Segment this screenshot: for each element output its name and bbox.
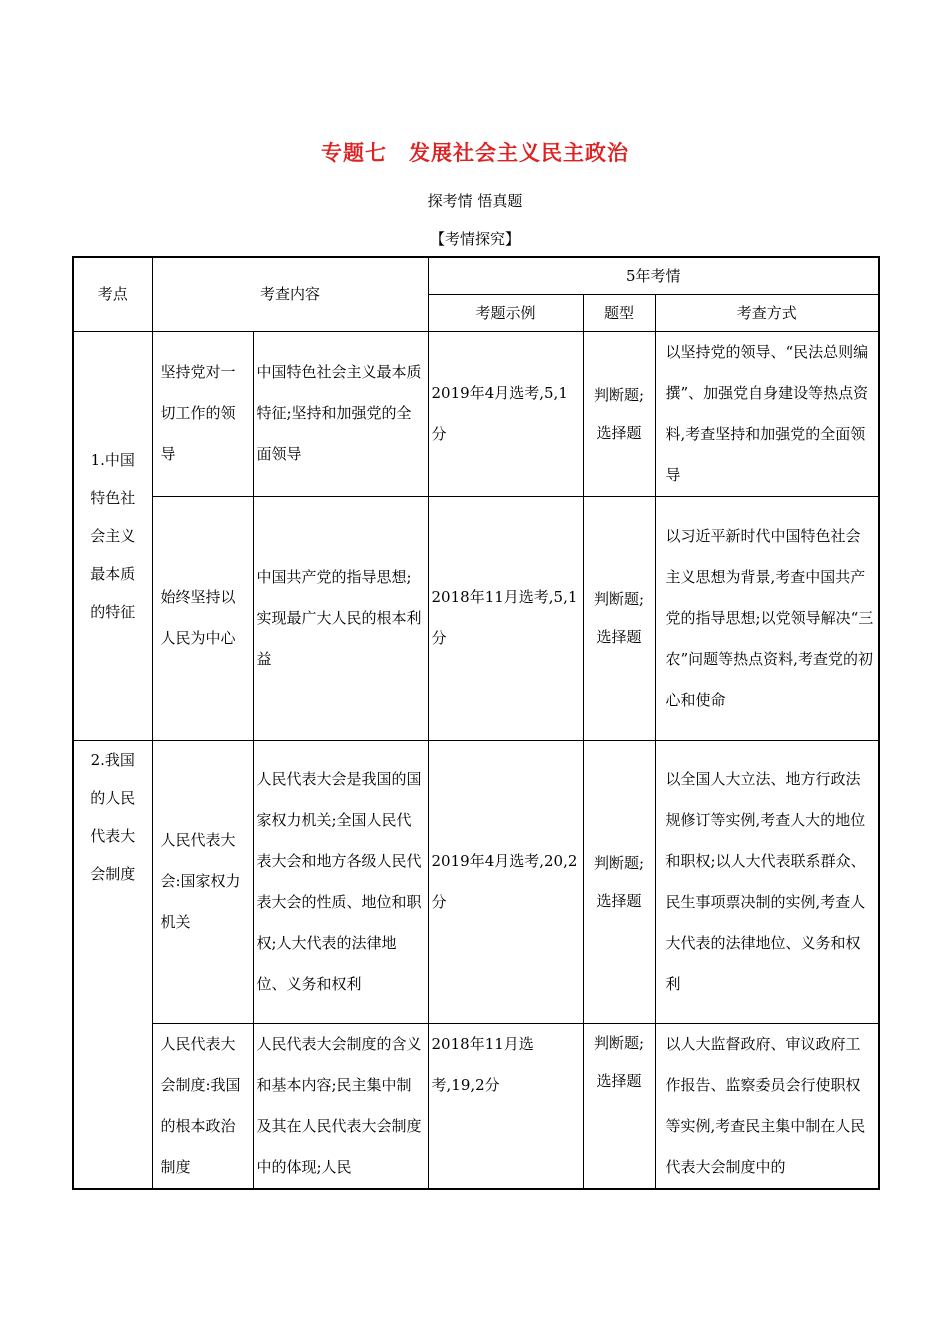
example-cell: 2018年11月选考,19,2分 [428,1023,583,1189]
header-type: 题型 [583,294,655,331]
type-cell: 判断题;选择题 [583,740,655,1023]
topic-cell: 坚持党对一切工作的领导 [152,331,253,496]
content-cell: 中国特色社会主义最本质特征;坚持和加强党的全面领导 [253,331,428,496]
method-cell: 以习近平新时代中国特色社会主义思想为背景,考查中国共产党的指导思想;以党领导解决“三农”问题等热点资料,考查党的初心和使命 [655,496,879,740]
topic-cell: 人民代表大会制度:我国的根本政治制度 [152,1023,253,1189]
kaodian-cell: 1.中国特色社会主义最本质的特征 [73,331,152,740]
content-cell: 人民代表大会是我国的国家权力机关;全国人民代表大会和地方各级人民代表大会的性质、地位和职权;人大代表的法律地位、义务和权利 [253,740,428,1023]
section-heading: 【考情探究】 [429,230,520,248]
type-cell: 判断题;选择题 [583,331,655,496]
header-content: 考查内容 [152,257,428,331]
table-row [73,1023,879,1189]
header-method: 考查方式 [655,294,879,331]
content-cell: 人民代表大会制度的含义和基本内容;民主集中制及其在人民代表大会制度中的体现;人民 [253,1023,428,1189]
table-row [73,496,879,740]
method-cell: 以全国人大立法、地方行政法规修订等实例,考查人大的地位和职权;以人大代表联系群众、民生事项票决制的实例,考查人大代表的法律地位、义务和权利 [655,740,879,1023]
example-cell: 2019年4月选考,20,2分 [428,740,583,1023]
header-five-year: 5年考情 [428,257,879,294]
subtitle: 探考情 悟真题 [427,192,523,210]
table-row [73,331,879,496]
table-row [73,740,879,1023]
topic-cell: 始终坚持以人民为中心 [152,496,253,740]
example-cell: 2019年4月选考,5,1分 [428,331,583,496]
type-cell: 判断题;选择题 [583,1023,655,1189]
content-cell: 中国共产党的指导思想;实现最广大人民的根本利益 [253,496,428,740]
page-title: 专题七 发展社会主义民主政治 [321,141,629,165]
topic-cell: 人民代表大会:国家权力机关 [152,740,253,1023]
method-cell: 以坚持党的领导、“民法总则编撰”、加强党自身建设等热点资料,考查坚持和加强党的全面领导 [655,331,879,496]
header-kaodian: 考点 [73,257,152,331]
exam-analysis-table [72,256,880,1190]
kaodian-cell: 2.我国的人民代表大会制度 [73,740,152,1189]
method-cell: 以人大监督政府、审议政府工作报告、监察委员会行使职权等实例,考查民主集中制在人民代表大会制度中的 [655,1023,879,1189]
header-example: 考题示例 [428,294,583,331]
example-cell: 2018年11月选考,5,1分 [428,496,583,740]
type-cell: 判断题;选择题 [583,496,655,740]
